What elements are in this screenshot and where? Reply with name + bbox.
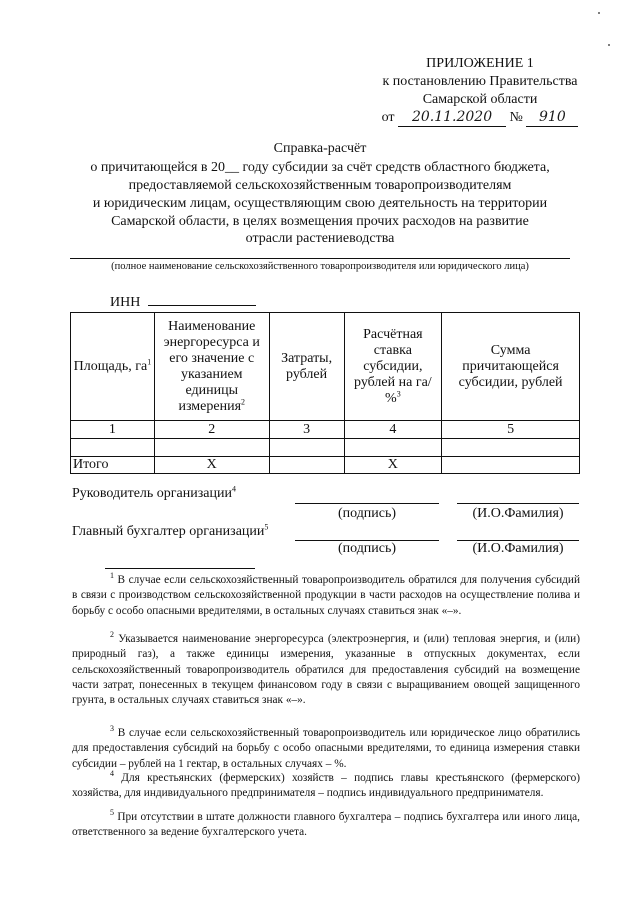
total-cell[interactable] [269,457,344,474]
footnote-2: $^2$ Указывается наименование энергоресурса (электроэнергия, и (или) тепловая энергия, и (или) природный газ), а также единицы измерения, указанные в отпускных документах, если сельскохозяйственный товаропроизводитель обратился для предоставления субсидий на возмещение части затрат, понесенных в текущем финансовом году в связи с выращиванием овощей защищенного грунта, в остальных случаях ставиться знак «–». [72,630,580,707]
total-cell[interactable] [442,457,580,474]
footnote-separator [105,568,255,569]
col-number: 4 [344,421,442,439]
head-signature-label: Руководитель организации$^4$ [72,484,236,501]
head-name-line[interactable] [457,503,579,504]
inn-field[interactable] [148,291,256,306]
doc-subtitle-line2: предоставляемой сельскохозяйственным товаропроизводителям [128,178,512,193]
table-cell[interactable] [269,439,344,457]
table-cell[interactable] [442,439,580,457]
doc-subtitle-line3: и юридическим лицам, осуществляющим свою деятельность на территории [92,196,548,211]
col-number: 5 [442,421,580,439]
footnote-3: $^3$ В случае если сельскохозяйственный товаропроизводитель или юридическое лицо обратились для предоставления субсидий на борьбу с особо опасными вредителями, то единица измерения ставки субсидии – рублей на 1 гектар, в остальных случаях – %. [72,724,580,770]
total-cell: Х [154,457,269,474]
table-total-row [71,457,580,474]
accountant-signature-label: Главный бухгалтер организации$^5$ [72,522,269,539]
full-name-caption: (полное наименование сельскохозяйственного товаропроизводителя или юридического лица) [111,261,529,272]
table-cell[interactable] [154,439,269,457]
header-costs: Затраты, рублей [269,313,344,421]
inn-row [110,291,256,311]
head-sign-caption: (подпись) [337,506,397,521]
header-subsidy-sum: Сумма причитающейся субсидии, рублей [442,313,580,421]
header-area: Площадь, $га^1$ [71,313,155,421]
number-value: 910 [526,108,578,127]
table-empty-row [71,439,580,457]
annex-title: ПРИЛОЖЕНИЕ 1 [426,56,534,71]
footnote-5: $^5$ При отсутствии в штате должности главного бухгалтера – подпись бухгалтера или иного лица, ответственного за ведение бухгалтерского учета. [72,808,581,839]
footnote-4: $^4$ Для крестьянских (фермерских) хозяйств – подпись главы крестьянского (фермерского) хозяйства, для индивидуального предпринимателя – подпись индивидуального предпринимателя. [72,769,581,800]
scan-speck [608,44,610,46]
annex-resolution-line: к постановлению Правительства [382,74,578,89]
header-energy-resource: Наименование энергоресурса и его значение с указанием единицы измерения$^2$ [154,313,269,421]
number-prefix: № [509,110,523,125]
accountant-sign-caption: (подпись) [337,541,397,556]
doc-subtitle-line5: отрасли растениеводства [245,231,395,246]
calculation-table [70,312,580,474]
total-label: Итого [71,457,155,474]
date-prefix: от [381,110,395,125]
header-rate: Расчётная ставка субсидии, рублей на га/ %$^3$ [344,313,442,421]
annex-region-line: Самарской области [422,92,538,107]
accountant-name-caption: (И.О.Фамилия) [472,541,564,556]
date-value: 20.11.2020 [398,108,506,127]
total-cell: Х [344,457,442,474]
doc-title: Справка-расчёт [273,141,367,156]
head-signature-line[interactable] [295,503,439,504]
doc-subtitle-line1: о причитающейся в 20__ году субсидии за счёт средств областного бюджета, [90,160,550,175]
table-cell[interactable] [344,439,442,457]
footnote-1: $^1$ В случае если сельскохозяйственный товаропроизводитель обратился для получения субсидий в связи с производством сельскохозяйственной продукции в части расходов на осуществление полива и борьбу с особо опасными вредителями, в остальных случаях ставиться знак «–». [72,571,580,617]
table-cell[interactable] [71,439,155,457]
doc-subtitle-line4: Самарской области, в целях возмещения прочих расходов на развитие [111,214,529,229]
scan-speck [598,12,600,14]
col-number: 3 [269,421,344,439]
head-name-caption: (И.О.Фамилия) [472,506,564,521]
annex-date-number [355,108,605,127]
table-header-row [71,313,580,421]
col-number: 1 [71,421,155,439]
table-number-row [71,421,580,439]
full-name-field-line [70,258,570,259]
col-number: 2 [154,421,269,439]
inn-label: ИНН [110,295,141,310]
